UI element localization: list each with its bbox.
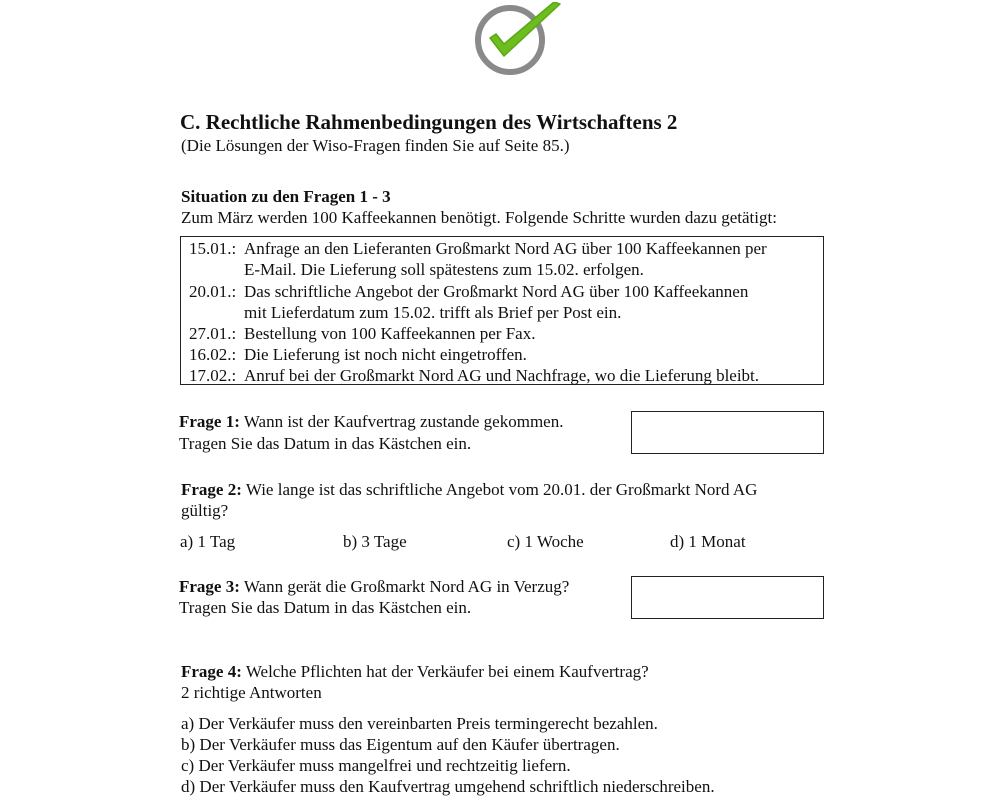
question-4-text (181, 662, 649, 682)
timeline-text: E-Mail. Die Lieferung soll spätestens zum 15.02. erfolgen. (244, 260, 644, 279)
question-1-text (179, 412, 563, 432)
timeline-date: 27.01.: (189, 324, 237, 343)
situation-text: Zum März werden 100 Kaffeekannen benötigt. Folgende Schritte wurden dazu getätigt: (181, 208, 777, 227)
timeline-text: Anfrage an den Lieferanten Großmarkt Nord AG über 100 Kaffeekannen per (244, 239, 767, 258)
question-2-option-b[interactable]: b) 3 Tage (343, 532, 407, 551)
question-text: Wann ist der Kaufvertrag zustande gekommen. (239, 412, 564, 431)
question-text: Wie lange ist das schriftliche Angebot vom 20.01. der Großmarkt Nord AG (241, 480, 758, 499)
green-checkmark-icon (470, 2, 566, 78)
question-label: Frage 4: (181, 662, 242, 681)
question-4-option-d[interactable]: d) Der Verkäufer muss den Kaufvertrag umgehend schriftlich niederschreiben. (181, 777, 715, 796)
question-1-answer-box[interactable] (631, 411, 824, 454)
question-3-answer-box[interactable] (631, 576, 824, 619)
timeline-text: Anruf bei der Großmarkt Nord AG und Nachfrage, wo die Lieferung bleibt. (244, 366, 760, 385)
timeline-box (180, 236, 824, 385)
timeline-date: 17.02.: (189, 366, 237, 385)
question-2-option-c[interactable]: c) 1 Woche (507, 532, 584, 551)
timeline-date: 20.01.: (189, 282, 237, 301)
page-subtitle: (Die Lösungen der Wiso-Fragen finden Sie auf Seite 85.) (181, 136, 570, 155)
timeline-date: 15.01.: (189, 239, 237, 258)
question-text: Wann gerät die Großmarkt Nord AG in Verzug? (239, 577, 570, 596)
timeline-date: 16.02.: (189, 345, 237, 364)
timeline-text: Bestellung von 100 Kaffeekannen per Fax. (244, 324, 536, 343)
question-2-option-d[interactable]: d) 1 Monat (670, 532, 746, 551)
timeline-text: Das schriftliche Angebot der Großmarkt Nord AG über 100 Kaffeekannen (244, 282, 749, 301)
question-label: Frage 2: (181, 480, 242, 499)
question-label: Frage 1: (179, 412, 240, 431)
question-2-text-cont: gültig? (181, 501, 229, 520)
timeline-text: mit Lieferdatum zum 15.02. trifft als Brief per Post ein. (244, 303, 622, 322)
situation-title: Situation zu den Fragen 1 - 3 (181, 187, 391, 206)
page-title: C. Rechtliche Rahmenbedingungen des Wirtschaftens 2 (180, 110, 678, 134)
question-4-option-a[interactable]: a) Der Verkäufer muss den vereinbarten Preis termingerecht bezahlen. (181, 714, 658, 733)
question-3-instruction: Tragen Sie das Datum in das Kästchen ein. (179, 598, 472, 617)
question-2-option-a[interactable]: a) 1 Tag (180, 532, 236, 551)
question-4-option-c[interactable]: c) Der Verkäufer muss mangelfrei und rechtzeitig liefern. (181, 756, 571, 775)
question-label: Frage 3: (179, 577, 240, 596)
question-text: Welche Pflichten hat der Verkäufer bei einem Kaufvertrag? (241, 662, 649, 681)
question-2-text (181, 480, 757, 500)
question-4-hint: 2 richtige Antworten (181, 683, 322, 702)
question-3-text (179, 577, 569, 597)
question-1-instruction: Tragen Sie das Datum in das Kästchen ein. (179, 434, 472, 453)
timeline-text: Die Lieferung ist noch nicht eingetroffen. (244, 345, 527, 364)
question-4-option-b[interactable]: b) Der Verkäufer muss das Eigentum auf den Käufer übertragen. (181, 735, 620, 754)
